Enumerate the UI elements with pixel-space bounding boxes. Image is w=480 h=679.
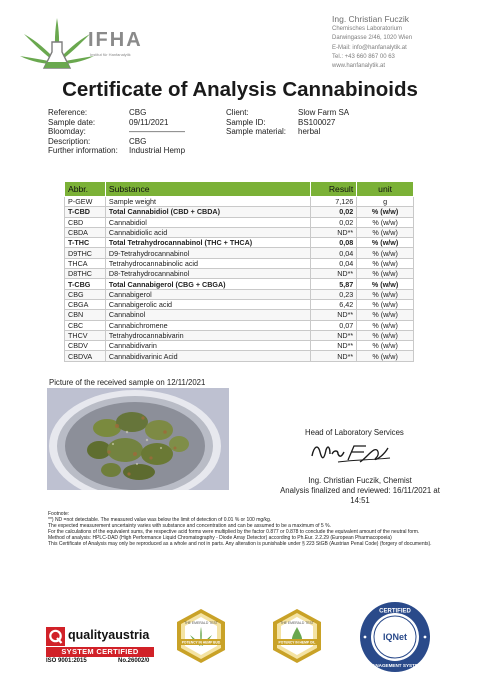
cell-substance: Total Cannabidiol (CBD + CBDA) xyxy=(105,207,310,217)
cell-abbr: CBG xyxy=(65,289,106,299)
cell-result: ND** xyxy=(311,341,357,351)
cell-substance: Cannabidivarin xyxy=(105,341,310,351)
bloomday-value: ——————— xyxy=(129,127,185,136)
cell-abbr: CBGA xyxy=(65,299,106,309)
cell-abbr: CBDA xyxy=(65,227,106,237)
cell-result: 0,08 xyxy=(311,238,357,248)
quality-austria-q-icon xyxy=(46,627,65,646)
cell-unit: % (w/w) xyxy=(357,217,414,227)
info-label: Client: xyxy=(226,108,249,117)
info-label: Description: xyxy=(48,136,91,146)
iqnet-top-text: CERTIFIED xyxy=(379,608,411,615)
seal2-top-text: THE EMERALD TEST xyxy=(280,621,314,625)
lab-line: Chemisches Laboratorium xyxy=(332,26,403,32)
cell-unit: % (w/w) xyxy=(357,248,414,258)
info-values-left xyxy=(129,108,185,156)
seal1-band-text: POTENCY IN HEMP BUD xyxy=(181,640,221,645)
cell-result: 0,04 xyxy=(311,248,357,258)
table-row xyxy=(65,320,414,330)
seal1-top-text: THE EMERALD TEST xyxy=(184,621,218,625)
lab-email: E-Mail: info@hanfanalytik.at xyxy=(332,44,407,51)
seal2-band-text: POTENCY IN HEMP OIL xyxy=(278,640,316,645)
cell-unit: % (w/w) xyxy=(357,289,414,299)
cell-substance: Total Tetrahydrocannabinol (THC + THCA) xyxy=(105,238,310,248)
cell-substance: Cannabigerol xyxy=(105,289,310,299)
head-of-lab-label: Head of Laboratory Services xyxy=(305,428,404,437)
cell-unit: % (w/w) xyxy=(357,238,414,248)
cell-abbr: D9THC xyxy=(65,248,106,258)
cell-result: 0,04 xyxy=(311,258,357,268)
cell-unit: % (w/w) xyxy=(357,279,414,289)
table-row xyxy=(65,207,414,217)
results-table xyxy=(64,181,414,362)
sample-id-value: BS100027 xyxy=(298,117,336,127)
iso-standard: ISO 9001:2015 xyxy=(46,658,87,664)
cell-unit: % (w/w) xyxy=(357,310,414,320)
info-label: Further information: xyxy=(48,146,118,155)
table-row xyxy=(65,227,414,237)
info-label: Reference: xyxy=(48,108,88,117)
footnote-heading: Footnote: xyxy=(48,511,70,517)
cell-substance: Cannabidiolic acid xyxy=(105,227,310,237)
lab-name: Ing. Christian Fuczik xyxy=(332,14,409,24)
info-labels-right xyxy=(226,108,286,137)
footnote-line: **) ND =not detectable. The measured value was below the limit of detection of 0.01 % or 100 mg/kg. xyxy=(48,517,272,523)
footnote-line: The expected measurement uncertainty varies with substance and concentration and can be assumed to be a maximum of 5 %. xyxy=(48,523,331,529)
cell-abbr: CBDVA xyxy=(65,351,106,361)
cell-unit: g xyxy=(357,197,414,207)
cell-result: 0,23 xyxy=(311,289,357,299)
cell-result: ND** xyxy=(311,351,357,361)
cell-abbr: P-GEW xyxy=(65,197,106,207)
signer-block xyxy=(272,476,448,506)
table-row xyxy=(65,238,414,248)
footnote-line: For the calculations of the equivalent sums, the respective acid forms were multiplied by the factor 0.877 or 0.878 to conclude the equivalent amount of the neutral form. xyxy=(48,529,420,535)
cell-substance: Tetrahydrocannabinolic acid xyxy=(105,258,310,268)
cell-result: 0,07 xyxy=(311,320,357,330)
signer-name: Ing. Christian Fuczik, Chemist xyxy=(308,476,412,485)
header-substance: Substance xyxy=(105,182,310,197)
photo-caption: Picture of the received sample on 12/11/2021 xyxy=(49,378,206,387)
cell-abbr: T-THC xyxy=(65,238,106,248)
cell-result: 0,02 xyxy=(311,207,357,217)
cell-unit: % (w/w) xyxy=(357,207,414,217)
brand-subtitle: Institut für Hanfanalytik xyxy=(90,52,131,57)
signature-image xyxy=(308,438,394,468)
cell-result: ND** xyxy=(311,330,357,340)
finalized-time: 14:51 xyxy=(350,496,370,505)
lab-address-block xyxy=(332,14,472,71)
table-row xyxy=(65,351,414,361)
table-row xyxy=(65,248,414,258)
reference-value: CBG xyxy=(129,108,147,117)
table-row xyxy=(65,299,414,309)
table-row xyxy=(65,258,414,268)
table-row xyxy=(65,197,414,207)
table-row xyxy=(65,341,414,351)
cell-abbr: T-CBD xyxy=(65,207,106,217)
cell-abbr: CBN xyxy=(65,310,106,320)
brand-name: IFHA xyxy=(88,29,143,51)
info-label: Sample date: xyxy=(48,117,96,127)
header-abbr: Abbr. xyxy=(65,182,106,197)
info-label: Sample material: xyxy=(226,127,287,136)
table-header-row xyxy=(65,182,414,197)
table-row xyxy=(65,289,414,299)
cell-substance: Cannabinol xyxy=(105,310,310,320)
cell-substance: Cannabichromene xyxy=(105,320,310,330)
description-value: CBG xyxy=(129,136,147,146)
footnote-block xyxy=(48,511,460,547)
emerald-test-oil-seal xyxy=(268,607,326,665)
cell-substance: Cannabigerolic acid xyxy=(105,299,310,309)
footnote-line: This Certificate of Analysis may only be reproduced as a whole and not in parts. Any alteration is punishable under § 223 StGB (Austrian Penal Code) (forgery of documents). xyxy=(48,541,432,547)
certificate-number: No.26002/0 xyxy=(118,658,150,664)
cell-substance: Tetrahydrocannabivarin xyxy=(105,330,310,340)
table-row xyxy=(65,330,414,340)
sample-date-value: 09/11/2021 xyxy=(129,117,169,127)
table-row xyxy=(65,279,414,289)
further-info-value: Industrial Hemp xyxy=(129,146,186,155)
cell-unit: % (w/w) xyxy=(357,227,414,237)
cell-abbr: THCA xyxy=(65,258,106,268)
iqnet-bottom-text: MANAGEMENT SYSTEM xyxy=(368,663,422,668)
cell-abbr: CBC xyxy=(65,320,106,330)
finalized-line: Analysis finalized and reviewed: 16/11/2021 at xyxy=(280,486,440,495)
cell-result: 5,87 xyxy=(311,279,357,289)
cell-abbr: THCV xyxy=(65,330,106,340)
sample-photo xyxy=(47,388,229,490)
footnote-line: Method of analysis: HPLC-DAD (High Performance Liquid Chromatography - Diode Array Detector) according to Ph.Eur. 2.2.29 (European Pharmacopoeia) xyxy=(48,535,392,541)
quality-austria-name: qualityaustria xyxy=(68,628,150,642)
cell-result: ND** xyxy=(311,227,357,237)
cell-result: ND** xyxy=(311,310,357,320)
sample-material-value: herbal xyxy=(298,127,321,136)
header-unit: unit xyxy=(357,182,414,197)
table-row xyxy=(65,269,414,279)
info-values-right xyxy=(298,108,349,137)
cell-result: 7,126 xyxy=(311,197,357,207)
table-row xyxy=(65,217,414,227)
iqnet-certified-seal xyxy=(358,600,432,674)
page-title: Certificate of Analysis Cannabinoids xyxy=(62,78,418,101)
system-certified-badge: SYSTEM CERTIFIED xyxy=(46,647,154,657)
cell-unit: % (w/w) xyxy=(357,299,414,309)
cell-result: 6,42 xyxy=(311,299,357,309)
cell-result: 0,02 xyxy=(311,217,357,227)
header-result: Result xyxy=(311,182,357,197)
cell-unit: % (w/w) xyxy=(357,320,414,330)
cell-unit: % (w/w) xyxy=(357,258,414,268)
info-labels-left xyxy=(48,108,118,156)
iqnet-mid-text: IQNet xyxy=(382,632,408,642)
cell-substance: Cannabidivarinic Acid xyxy=(105,351,310,361)
cell-unit: % (w/w) xyxy=(357,330,414,340)
lab-line: Darwingasse 2/46, 1020 Wien xyxy=(332,35,413,42)
info-label: Sample ID: xyxy=(226,117,266,127)
cell-abbr: CBDV xyxy=(65,341,106,351)
cell-unit: % (w/w) xyxy=(357,269,414,279)
cell-unit: % (w/w) xyxy=(357,341,414,351)
lab-phone: Tel.: +43 660 867 00 63 xyxy=(332,53,395,60)
cell-substance: D8-Tetrahydrocannabinol xyxy=(105,269,310,279)
cell-unit: % (w/w) xyxy=(357,351,414,361)
cell-substance: Total Cannabigerol (CBG + CBGA) xyxy=(105,279,310,289)
table-row xyxy=(65,310,414,320)
cell-abbr: D8THC xyxy=(65,269,106,279)
info-label: Bloomday: xyxy=(48,127,86,136)
cell-substance: Sample weight xyxy=(105,197,310,207)
cell-substance: Cannabidiol xyxy=(105,217,310,227)
cell-abbr: T-CBG xyxy=(65,279,106,289)
emerald-test-bud-seal xyxy=(172,607,230,665)
cell-result: ND** xyxy=(311,269,357,279)
lab-website: www.hanfanalytik.at xyxy=(332,63,386,70)
cell-abbr: CBD xyxy=(65,217,106,227)
client-value: Slow Farm SA xyxy=(298,108,350,117)
cell-substance: D9-Tetrahydrocannabinol xyxy=(105,248,310,258)
